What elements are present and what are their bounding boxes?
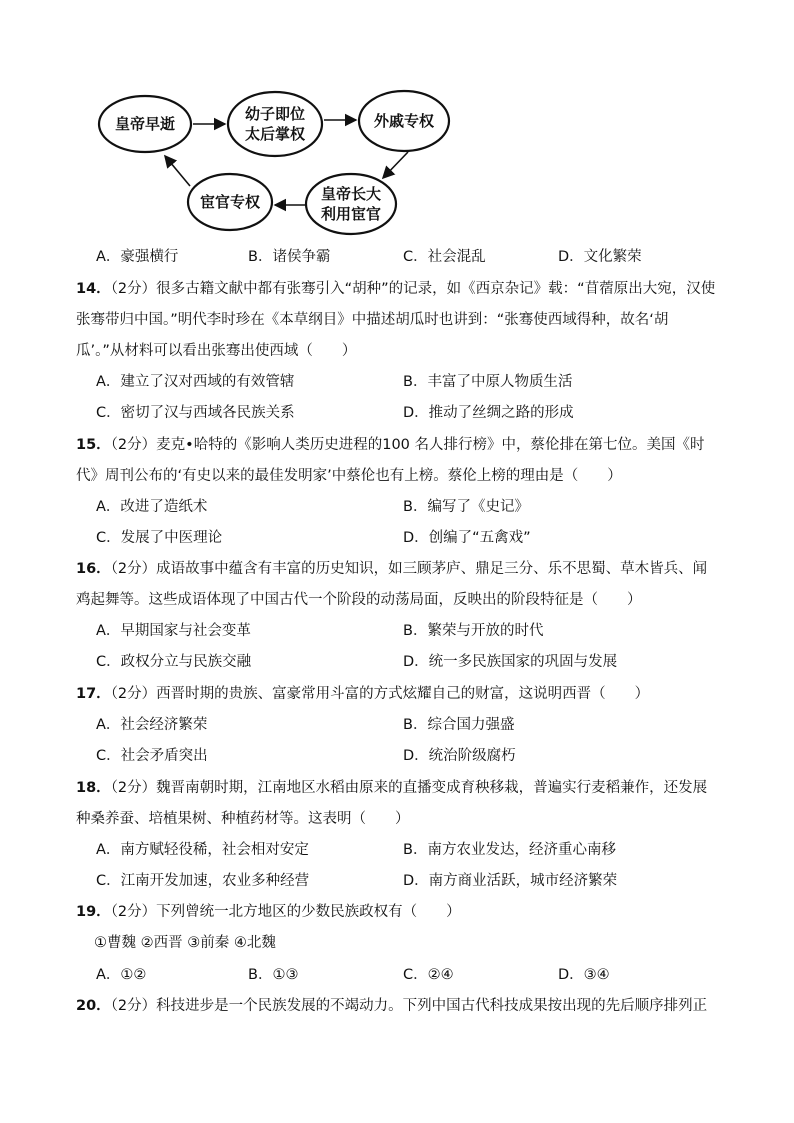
- q15-option-c[interactable]: C．发展了中医理论: [96, 530, 223, 546]
- node-young-heir: [228, 92, 322, 156]
- q17-option-b[interactable]: B．综合国力强盛: [403, 717, 515, 733]
- q15-stem-2: 代》周刊公布的‘有史以来的最佳发明家’中蔡伦也有上榜。蔡伦上榜的理由是（ ）: [76, 468, 622, 484]
- q14-option-c[interactable]: C．密切了汉与西域各民族关系: [96, 405, 295, 421]
- q20-text-1: （2分）科技进步是一个民族发展的不竭动力。下列中国古代科技成果按出现的先后顺序排列正: [110, 998, 708, 1014]
- q18-stem-2: 种桑养蚕、培植果树、种植药材等。这表明（ ）: [76, 811, 410, 827]
- q14-option-b[interactable]: B．丰富了中原人物质生活: [403, 374, 573, 390]
- q15-option-d[interactable]: D．创编了“五禽戏”: [403, 530, 531, 546]
- node-emperor-early-death-label: 皇帝早逝: [114, 115, 176, 133]
- q16-text-1: （2分）成语故事中蕴含有丰富的历史知识，如三顾茅庐、鼎足三分、乐不思蜀、草木皆兵、闻: [110, 561, 708, 577]
- q14-stem-3: 瓜’。”从材料可以看出张骞出使西域（ ）: [76, 343, 357, 359]
- arrow-5-1: [165, 156, 190, 186]
- q18-option-a[interactable]: A．南方赋轻役稀，社会相对安定: [96, 842, 309, 858]
- q19-number: 19．: [76, 904, 111, 920]
- q14-stem-2: 张骞带归中国。”明代李时珍在《本草纲目》中描述胡瓜时也讲到：“张骞使西域得种，故名‘胡: [76, 312, 669, 328]
- q14-number: 14．: [76, 281, 111, 297]
- q19-option-d[interactable]: D．③④: [558, 967, 610, 983]
- q17-option-d[interactable]: D．统治阶级腐朽: [403, 748, 516, 764]
- q17-option-c[interactable]: C．社会矛盾突出: [96, 748, 208, 764]
- q16-number: 16．: [76, 561, 111, 577]
- q16-stem-2: 鸡起舞等。这些成语体现了中国古代一个阶段的动荡局面，反映出的阶段特征是（ ）: [76, 592, 642, 608]
- q19-stem-1: [76, 902, 461, 922]
- arrow-3-4: [383, 152, 408, 178]
- q17-text-1: （2分）西晋时期的贵族、富豪常用斗富的方式炫耀自己的财富，这说明西晋（ ）: [110, 686, 650, 702]
- q18-text-1: （2分）魏晋南朝时期，江南地区水稻由原来的直播变成育秧移栽，普遍实行麦稻兼作，还发展: [110, 780, 708, 796]
- q17-option-a[interactable]: A．社会经济繁荣: [96, 717, 208, 733]
- q17-stem-1: [76, 684, 649, 704]
- q19-text-1: （2分）下列曾统一北方地区的少数民族政权有（ ）: [110, 904, 461, 920]
- q18-stem-1: [76, 778, 707, 798]
- node-emperor-grown: [306, 174, 396, 234]
- q16-option-c[interactable]: C．政权分立与民族交融: [96, 654, 252, 670]
- node-eunuch-label: 宦官专权: [199, 193, 261, 211]
- q18-option-c[interactable]: C．江南开发加速，农业多种经营: [96, 873, 310, 889]
- node-emperor-grown-label-2: 利用宦官: [320, 205, 382, 223]
- node-young-heir-label-2: 太后掌权: [244, 125, 306, 143]
- q14-stem-1: [76, 279, 715, 299]
- q19-items: ①曹魏 ②西晋 ③前秦 ④北魏: [94, 935, 276, 951]
- q15-option-a[interactable]: A．改进了造纸术: [96, 499, 208, 515]
- q15-number: 15．: [76, 437, 111, 453]
- q15-option-b[interactable]: B．编写了《史记》: [403, 499, 529, 515]
- q16-option-a[interactable]: A．早期国家与社会变革: [96, 623, 251, 639]
- q16-option-d[interactable]: D．统一多民族国家的巩固与发展: [403, 654, 618, 670]
- q19-option-a[interactable]: A．①②: [96, 967, 147, 983]
- node-emperor-grown-label-1: 皇帝长大: [320, 185, 382, 203]
- q14-option-d[interactable]: D．推动了丝绸之路的形成: [403, 405, 574, 421]
- q14-option-a[interactable]: A．建立了汉对西域的有效管辖: [96, 374, 295, 390]
- node-young-heir-label-1: 幼子即位: [244, 105, 306, 123]
- q15-text-1: （2分）麦克•哈特的《影响人类历史进程的100 名人排行榜》中，蔡伦排在第七位。美国《时: [110, 437, 705, 453]
- q16-stem-1: [76, 559, 707, 579]
- q13-option-b[interactable]: B．诸侯争霸: [248, 249, 331, 265]
- q15-stem-1: [76, 435, 705, 455]
- q18-number: 18．: [76, 780, 111, 796]
- q20-number: 20．: [76, 998, 111, 1014]
- q13-option-d[interactable]: D．文化繁荣: [558, 249, 642, 265]
- q14-text-1: （2分）很多古籍文献中都有张骞引入“胡种”的记录，如《西京杂记》载：“苜蓿原出大宛，汉使: [110, 281, 716, 297]
- q18-option-b[interactable]: B．南方农业发达，经济重心南移: [403, 842, 616, 858]
- q19-option-c[interactable]: C．②④: [403, 967, 454, 983]
- q17-number: 17．: [76, 686, 111, 702]
- q13-option-a[interactable]: A．豪强横行: [96, 249, 179, 265]
- node-consort-clan-label: 外戚专权: [373, 112, 435, 130]
- q16-option-b[interactable]: B．繁荣与开放的时代: [403, 623, 544, 639]
- q18-option-d[interactable]: D．南方商业活跃，城市经济繁荣: [403, 873, 618, 889]
- q19-option-b[interactable]: B．①③: [248, 967, 299, 983]
- flow-diagram: [95, 86, 465, 238]
- q20-stem-1: [76, 996, 707, 1016]
- q13-option-c[interactable]: C．社会混乱: [403, 249, 486, 265]
